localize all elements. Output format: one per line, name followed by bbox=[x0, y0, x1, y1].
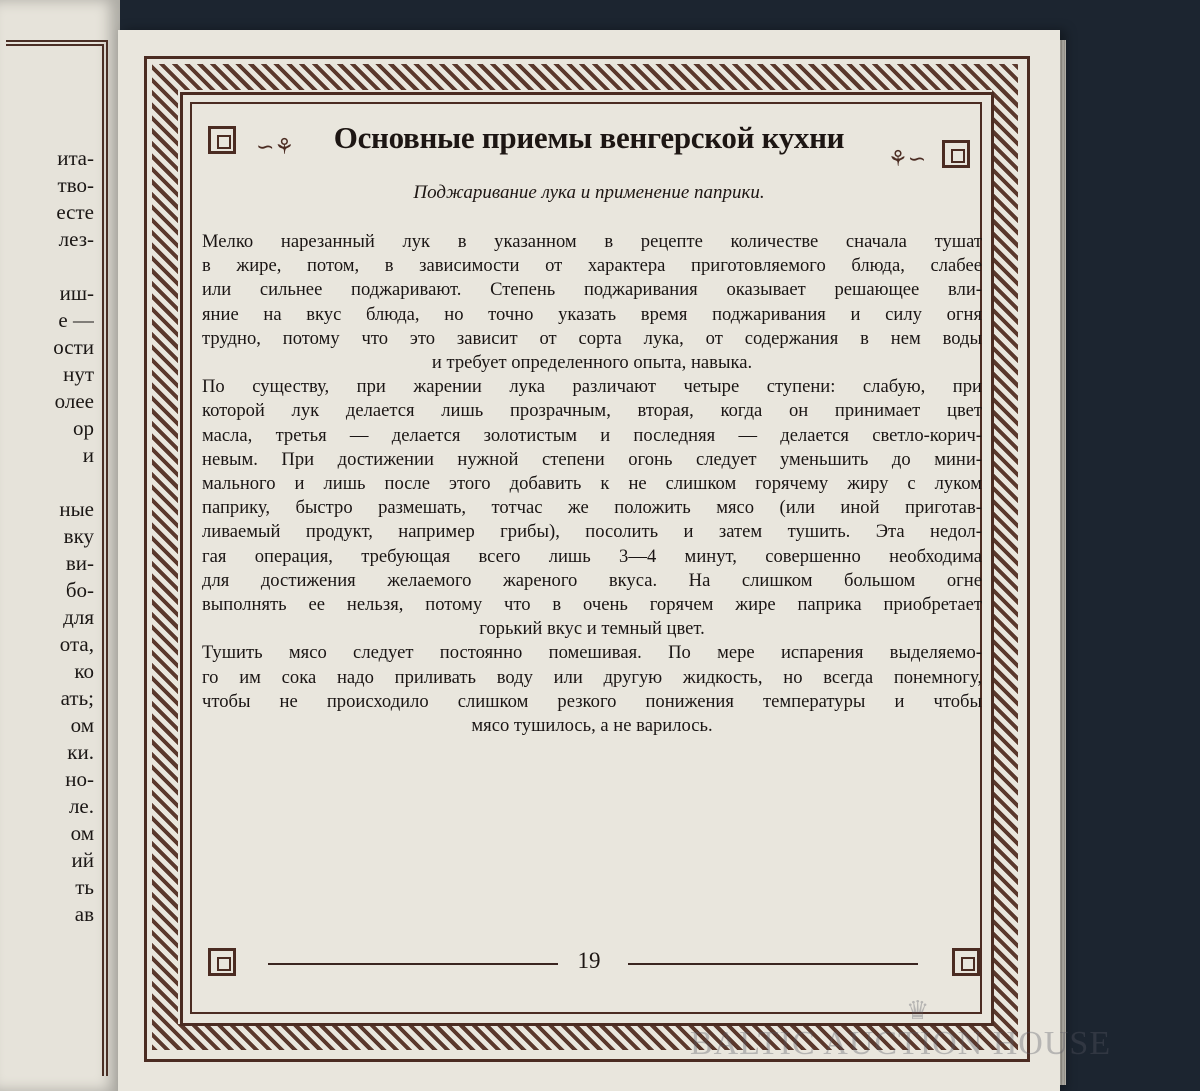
section-subtitle: Поджаривание лука и применение паприки. bbox=[413, 182, 765, 203]
body-text bbox=[202, 230, 982, 738]
left-text-fragment: для bbox=[63, 605, 94, 629]
left-text-fragment: и bbox=[82, 443, 94, 467]
left-facing-page bbox=[0, 0, 120, 1091]
left-page-text-fragments bbox=[34, 145, 94, 925]
text-line: го им сока надо приливать воду или другую жидкость, но всегда понемногу, bbox=[202, 666, 982, 688]
left-text-fragment bbox=[34, 469, 94, 496]
left-text-fragment: ать; bbox=[60, 686, 94, 710]
book-page bbox=[118, 30, 1060, 1091]
text-line: для достижения желаемого жареного вкуса. На слишком большом огне bbox=[202, 569, 982, 591]
page-number: 19 bbox=[577, 948, 601, 973]
left-text-fragment: ле. bbox=[68, 794, 94, 818]
left-text-fragment: тво- bbox=[57, 173, 94, 197]
text-line: Тушить мясо следует постоянно помешивая. По мере испарения выделяемо- bbox=[202, 642, 982, 664]
left-text-fragment: ные bbox=[59, 497, 94, 521]
page-title: Основные приемы венгерской кухни bbox=[333, 120, 845, 155]
text-line: ливаемый продукт, например грибы), посолить и затем тушить. Эта недол- bbox=[202, 521, 982, 543]
flourish-left-icon: ∽⚘ bbox=[256, 134, 295, 159]
left-text-fragment: ор bbox=[73, 416, 94, 440]
left-text-fragment: ви- bbox=[65, 551, 94, 575]
left-text-fragment: ко bbox=[74, 659, 94, 683]
text-line: трудно, потому что это зависит от сорта лука, от содержания в нем воды bbox=[202, 327, 982, 349]
left-text-fragment: ки. bbox=[67, 740, 94, 764]
text-line: невым. При достижении нужной степени огонь следует уменьшить до мини- bbox=[202, 448, 982, 470]
text-line: паприку, быстро размешать, тотчас же положить мясо (или иной приготав- bbox=[202, 497, 982, 519]
text-line: масла, третья — делается золотистым и последняя — делается светло-корич- bbox=[202, 424, 982, 446]
left-text-fragment: ав bbox=[74, 902, 94, 925]
left-text-fragment: ий bbox=[71, 848, 94, 872]
left-text-fragment: ости bbox=[53, 335, 94, 359]
text-line: чтобы не происходило слишком резкого понижения температуры и чтобы bbox=[202, 690, 982, 712]
text-line: выполнять ее нельзя, потому что в очень горячем жире паприка приобретает bbox=[202, 594, 982, 616]
left-text-fragment: есте bbox=[56, 200, 94, 224]
text-line: которой лук делается лишь прозрачным, вторая, когда он принимает цвет bbox=[202, 400, 982, 422]
text-line: Мелко нарезанный лук в указанном в рецепте количестве сначала тушат bbox=[202, 231, 982, 252]
left-text-fragment: е — bbox=[58, 308, 94, 332]
left-text-fragment: олее bbox=[54, 389, 94, 413]
flourish-right-icon: ⚘∽ bbox=[888, 146, 927, 171]
text-line: в жире, потом, в зависимости от характера приготовляемого блюда, слабее bbox=[202, 255, 982, 277]
left-text-fragment: ть bbox=[75, 875, 94, 899]
text-line: мясо тушилось, а не варилось. bbox=[471, 715, 713, 737]
left-text-fragment bbox=[34, 253, 94, 280]
left-text-fragment: ом bbox=[70, 713, 94, 737]
left-text-fragment: нут bbox=[63, 362, 94, 386]
left-text-fragment: итa- bbox=[57, 146, 94, 170]
left-text-fragment: иш- bbox=[59, 281, 94, 305]
text-line: горький вкус и темный цвет. bbox=[479, 618, 705, 640]
left-text-fragment: вку bbox=[63, 524, 94, 548]
watermark: BALTIC AUCTION HOUSE bbox=[690, 1025, 1112, 1062]
left-text-fragment: но- bbox=[65, 767, 94, 791]
text-line: мального и лишь после этого добавить к не слишком горячему жиру с луком bbox=[202, 473, 982, 495]
left-text-fragment: ом bbox=[70, 821, 94, 845]
watermark-crown-icon: ♛ bbox=[906, 996, 930, 1025]
text-line: По существу, при жарении лука различают четыре ступени: слабую, при bbox=[202, 376, 982, 398]
left-text-fragment: бо- bbox=[65, 578, 94, 602]
text-line: или сильнее поджаривают. Степень поджаривания оказывает решающее вли- bbox=[202, 279, 982, 301]
left-text-fragment: ота, bbox=[59, 632, 94, 656]
left-text-fragment: лез- bbox=[58, 227, 94, 251]
text-line: и требует определенного опыта, навыка. bbox=[431, 352, 753, 374]
text-line: гая операция, требующая всего лишь 3—4 минут, совершенно необходима bbox=[202, 545, 982, 567]
text-line: яние на вкус блюда, но точно указать время поджаривания и силу огня bbox=[202, 303, 982, 325]
